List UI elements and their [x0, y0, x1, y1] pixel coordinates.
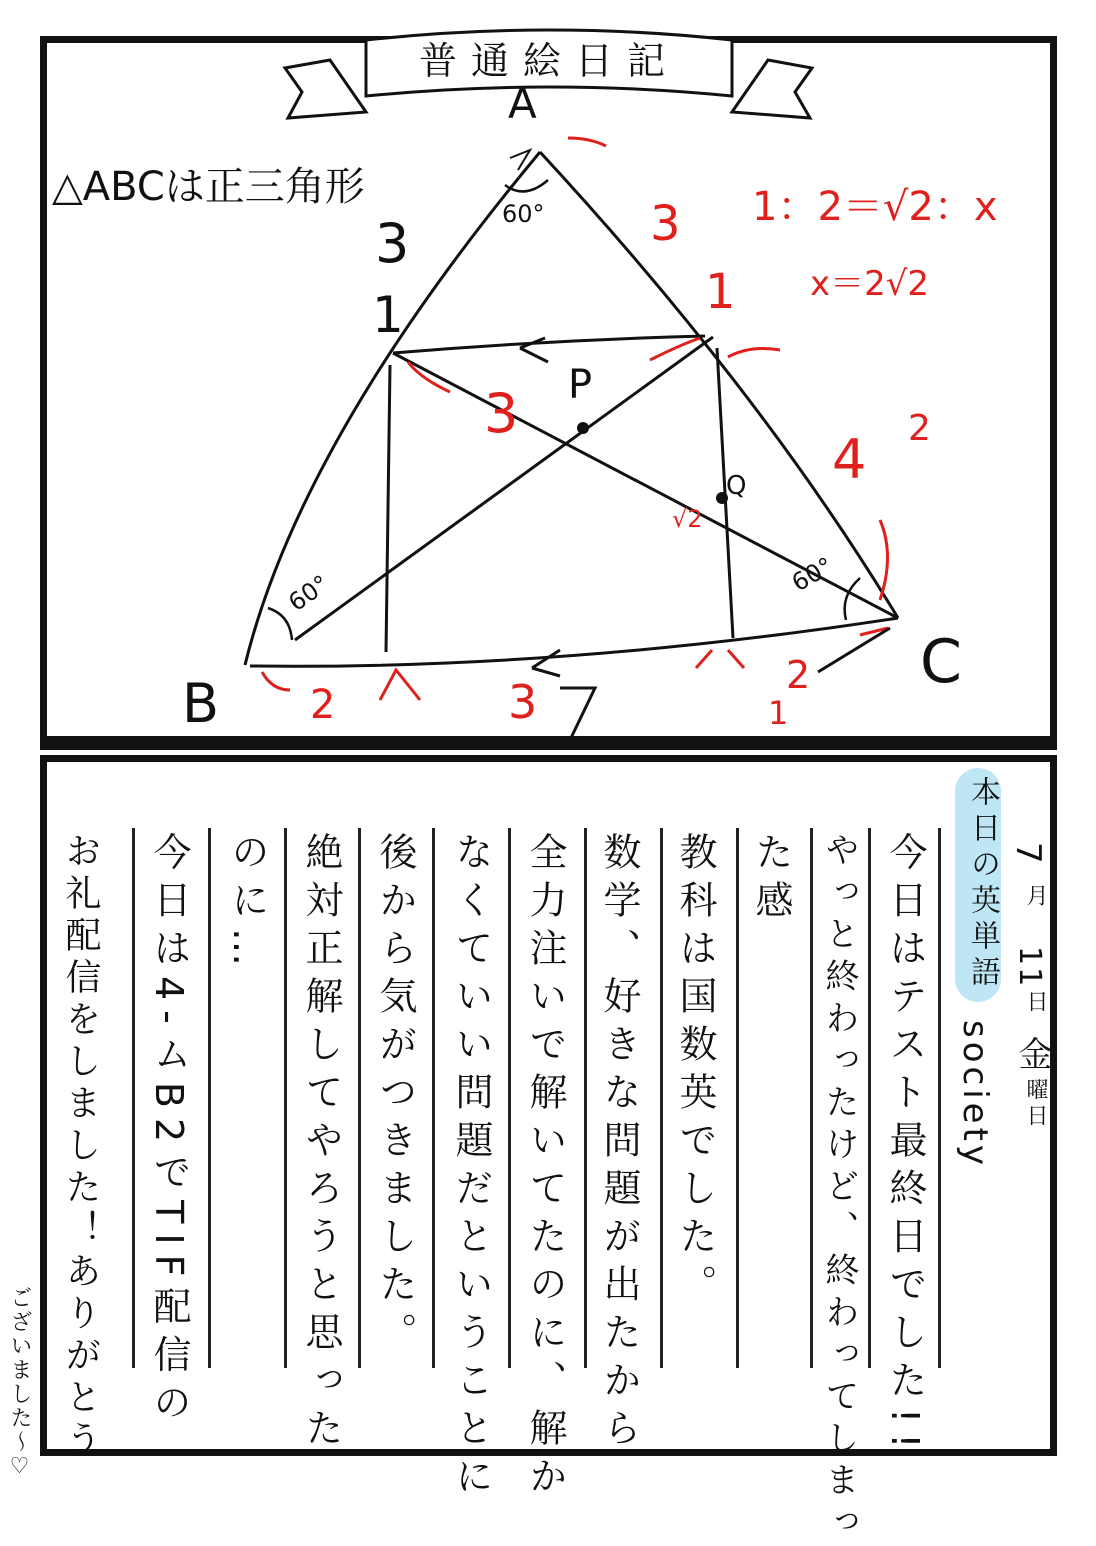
bp-length-3: 3 — [484, 382, 519, 445]
date-weekday-unit: 曜日 — [1023, 1078, 1048, 1130]
diary-line-4: 教科は国数英でした。 — [673, 832, 717, 1312]
equation-2: x＝2√2 — [810, 264, 930, 304]
ruled-line — [810, 828, 813, 1368]
diary-line-13: ございました〜♡ — [7, 1286, 32, 1481]
panel-separator — [40, 743, 1057, 750]
diary-line-7: なくていい問題だということに — [449, 832, 493, 1504]
ruled-line — [868, 828, 871, 1368]
banner-title: 普通絵日記 — [418, 39, 680, 83]
diary-line-6: 全力注いで解いてたのに、解か — [523, 832, 567, 1504]
ruled-line — [938, 828, 941, 1368]
title-banner — [285, 30, 812, 118]
point-p-label: P — [568, 362, 593, 408]
diary-line-11: 今日は4-ムB2でTIF配信の — [147, 832, 191, 1431]
date-month: 7 — [1008, 842, 1048, 864]
point-q-label: Q — [726, 471, 747, 501]
ruled-line — [508, 828, 511, 1368]
vertex-a-label: A — [508, 79, 537, 128]
diary-line-5: 数学、好きな問題が出たから — [597, 832, 641, 1456]
diary-line-1: 今日はテスト最終日でした!! — [883, 832, 927, 1459]
equation-1: 1：2＝√2：x — [752, 184, 998, 230]
ruled-line — [358, 828, 361, 1368]
ruled-line — [132, 828, 135, 1368]
ruled-line — [584, 828, 587, 1368]
diary-line-8: 後から気がつきました。 — [373, 832, 417, 1360]
vertex-b-label: B — [182, 672, 220, 735]
sqrt-two-label: √2 — [672, 505, 703, 533]
date-weekday: 金 — [1012, 1036, 1052, 1070]
ab-length-3: 3 — [375, 212, 410, 275]
statement-text: △ABCは正三角形 — [52, 164, 365, 210]
pq-length-4: 4 — [832, 428, 867, 491]
angle-c-label: 60° — [787, 551, 838, 598]
pq-length-2: 2 — [908, 408, 931, 449]
date-day-unit: 日 — [1023, 990, 1048, 1012]
diary-line-2: やっと終わったけど、終わってしまっ — [819, 832, 859, 1546]
angle-a-label: 60° — [502, 200, 545, 228]
ruled-line — [208, 828, 211, 1368]
date-month-unit: 月 — [1023, 884, 1048, 906]
bc-length-1: 1 — [768, 694, 789, 732]
bc-length-2-right: 2 — [786, 653, 811, 697]
ac-length-3: 3 — [650, 196, 681, 252]
angle-arcs — [268, 180, 860, 640]
bc-seven-stroke — [560, 688, 595, 740]
diary-line-10: のに… — [225, 832, 269, 976]
bc-length-2-left: 2 — [310, 682, 336, 728]
diary-line-9: 絶対正解してやろうと思った — [299, 832, 343, 1456]
ruled-line — [736, 828, 739, 1368]
date-day: 11 — [1012, 946, 1047, 989]
diary-line-12: お礼配信をしました！ありがとう — [60, 832, 101, 1462]
ruled-line — [432, 828, 435, 1368]
vertex-c-label: C — [920, 627, 962, 697]
ruled-line — [284, 828, 287, 1368]
bc-length-3: 3 — [508, 675, 538, 729]
diary-line-3: た感 — [749, 832, 793, 928]
point-p-dot — [577, 422, 589, 434]
english-word: society — [955, 1020, 995, 1170]
word-badge-label: 本日の英単語 — [965, 776, 1000, 992]
inner-segments — [295, 336, 898, 676]
diagram-canvas — [0, 0, 1096, 760]
ac-length-1: 1 — [705, 264, 736, 320]
ruled-line — [660, 828, 663, 1368]
angle-b-label: 60° — [283, 569, 335, 617]
ab-length-1: 1 — [372, 286, 404, 344]
